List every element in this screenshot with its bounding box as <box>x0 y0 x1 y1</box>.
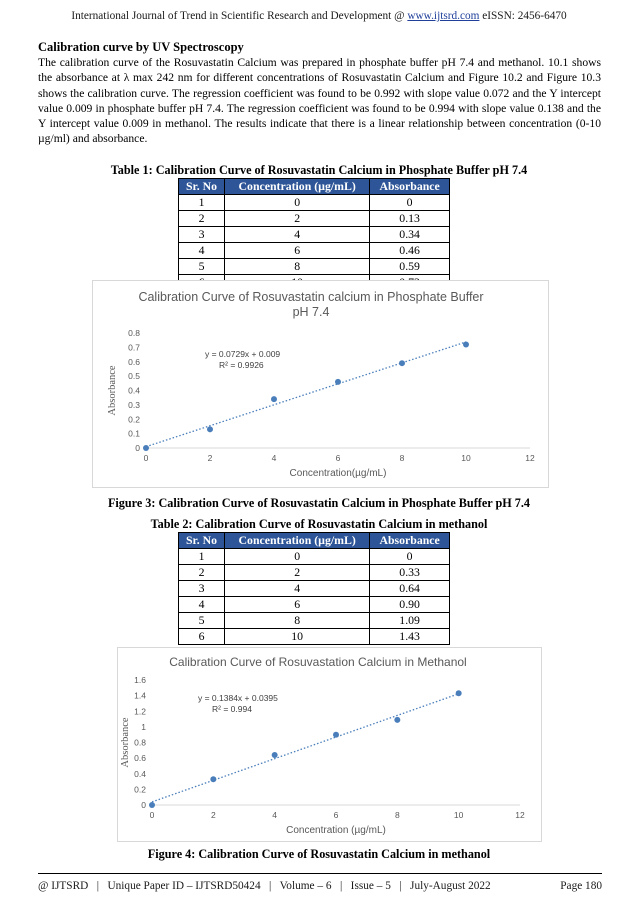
table2-cell-1-0: 2 <box>179 565 225 581</box>
table1-cell-1-1: 2 <box>225 211 370 227</box>
chart-title: Calibration Curve of Rosuvastation Calcium in Methanol <box>169 655 467 669</box>
table2-cell-2-1: 4 <box>225 581 370 597</box>
data-point <box>272 752 278 758</box>
table-row <box>179 597 450 613</box>
y-tick-label: 0.6 <box>128 356 140 367</box>
table1-cell-0-1: 0 <box>225 195 370 211</box>
x-tick-label: 6 <box>335 453 341 463</box>
table1-cell-0-2: 0 <box>370 195 450 211</box>
table2-cell-5-0: 6 <box>179 629 225 645</box>
x-axis-label: Concentration(µg/mL) <box>289 468 387 479</box>
y-tick-label: 0.8 <box>134 737 146 748</box>
header-prefix: International Journal of Trend in Scientific Research and Development @ <box>71 10 408 22</box>
table2-cell-3-0: 4 <box>179 597 225 613</box>
table1-cell-4-0: 5 <box>179 259 225 275</box>
chart-title: pH 7.4 <box>292 305 330 319</box>
table2-cell-0-2: 0 <box>370 549 450 565</box>
table-row <box>179 613 450 629</box>
x-tick-label: 10 <box>461 453 471 463</box>
y-tick-label: 0.5 <box>128 371 140 382</box>
y-tick-label: 0.2 <box>128 414 140 425</box>
data-point <box>394 717 400 723</box>
y-tick-label: 1.4 <box>134 690 146 701</box>
table2-cell-1-1: 2 <box>225 565 370 581</box>
table1-cell-2-1: 4 <box>225 227 370 243</box>
y-tick-label: 1.6 <box>134 675 146 685</box>
y-tick-label: 0.1 <box>128 428 140 439</box>
data-point <box>399 360 405 366</box>
journal-link[interactable]: www.ijtsrd.com <box>407 10 480 22</box>
table2-header-row <box>179 533 450 549</box>
x-axis-label: Concentration (µg/mL) <box>286 825 386 836</box>
chart-phosphate-buffer <box>92 280 549 488</box>
table2-cell-3-2: 0.90 <box>370 597 450 613</box>
x-tick-label: 12 <box>515 810 525 820</box>
table2-cell-2-2: 0.64 <box>370 581 450 597</box>
table2-cell-4-1: 8 <box>225 613 370 629</box>
section-title: Calibration curve by UV Spectroscopy <box>38 40 244 54</box>
y-tick-label: 0.2 <box>134 784 146 795</box>
chart-methanol <box>117 647 542 842</box>
table1 <box>178 178 450 291</box>
x-tick-label: 10 <box>453 810 464 820</box>
body-paragraph: The calibration curve of the Rosuvastatin Calcium was prepared in phosphate buffer pH 7.4 and methanol. 10.1 shows the absorbance at λ max 242 nm for different concentrations of Rosuvastatin Calcium and Figure 10.2 and Figure 10.3 shows the calibration curve. The regression coefficient was found to be 0.992 with slope value 0.072 and the Y intercept value 0.009 in phosphate buffer pH 7.4. The regression coefficient was found to be 0.994 with slope value 0.138 and the Y intercept value 0.009 in methanol. The results indicate that there is a linear relationship between concentration (0-10 µg/ml) and absorbance. <box>38 56 601 146</box>
table2 <box>178 532 450 645</box>
x-tick-label: 6 <box>333 810 339 820</box>
table-row <box>179 243 450 259</box>
table2-cell-0-0: 1 <box>179 549 225 565</box>
table2-header-0: Sr. No <box>179 533 225 549</box>
y-tick-label: 0 <box>135 443 140 453</box>
r-squared: R² = 0.994 <box>212 704 252 714</box>
chart2-svg <box>118 648 541 841</box>
data-point <box>210 776 216 782</box>
table1-cell-1-2: 0.13 <box>370 211 450 227</box>
y-axis-label: Absorbance <box>120 717 131 768</box>
table1-cell-0-0: 1 <box>179 195 225 211</box>
y-tick-label: 0.8 <box>128 328 140 338</box>
y-tick-label: 0.6 <box>134 753 146 764</box>
table-row <box>179 227 450 243</box>
x-tick-label: 4 <box>271 453 277 463</box>
x-tick-label: 0 <box>149 810 155 820</box>
y-tick-label: 0.3 <box>128 399 140 410</box>
x-tick-label: 4 <box>272 810 278 820</box>
x-tick-label: 8 <box>399 453 405 463</box>
data-point <box>149 802 155 808</box>
data-point <box>207 426 213 432</box>
y-tick-label: 1 <box>141 721 146 732</box>
data-point <box>271 396 277 402</box>
page-number: Page 180 <box>560 880 602 892</box>
table1-cell-2-2: 0.34 <box>370 227 450 243</box>
table1-header-row <box>179 179 450 195</box>
data-point <box>456 690 462 696</box>
table2-caption: Table 2: Calibration Curve of Rosuvastatin Calcium in methanol <box>150 517 488 531</box>
table-row <box>179 211 450 227</box>
data-point <box>333 732 339 738</box>
footer-divider <box>38 873 602 874</box>
table1-caption: Table 1: Calibration Curve of Rosuvastatin Calcium in Phosphate Buffer pH 7.4 <box>110 163 528 177</box>
y-tick-label: 0.7 <box>128 342 140 353</box>
table2-cell-1-2: 0.33 <box>370 565 450 581</box>
table2-cell-4-2: 1.09 <box>370 613 450 629</box>
x-tick-label: 2 <box>207 453 213 463</box>
data-point <box>335 379 341 385</box>
table-row <box>179 629 450 645</box>
table2-cell-3-1: 6 <box>225 597 370 613</box>
table-row <box>179 565 450 581</box>
r-squared: R² = 0.9926 <box>219 360 264 370</box>
header-suffix: eISSN: 2456-6470 <box>479 10 567 22</box>
y-axis-label: Absorbance <box>107 365 118 416</box>
figure4-caption: Figure 4: Calibration Curve of Rosuvastatin Calcium in methanol <box>147 847 491 861</box>
footer-left: @ IJTSRD | Unique Paper ID – IJTSRD50424 | Volume – 6 | Issue – 5 | July-August 2022 <box>38 880 491 892</box>
trendline <box>152 694 459 802</box>
table-row <box>179 549 450 565</box>
table1-header-2: Absorbance <box>370 179 450 195</box>
table-row <box>179 259 450 275</box>
x-tick-label: 0 <box>143 453 149 463</box>
table-row <box>179 581 450 597</box>
y-tick-label: 0.4 <box>134 768 146 779</box>
data-point <box>143 445 149 451</box>
table2-cell-5-1: 10 <box>225 629 370 645</box>
x-tick-label: 8 <box>394 810 400 820</box>
table1-cell-4-1: 8 <box>225 259 370 275</box>
page-footer <box>38 880 602 892</box>
table1-cell-3-1: 6 <box>225 243 370 259</box>
table1-cell-2-0: 3 <box>179 227 225 243</box>
y-tick-label: 0 <box>141 800 146 810</box>
table1-header-0: Sr. No <box>179 179 225 195</box>
table2-header-1: Concentration (µg/mL) <box>225 533 370 549</box>
trend-equation: y = 0.1384x + 0.0395 <box>198 693 278 703</box>
table-row <box>179 195 450 211</box>
table1-cell-3-0: 4 <box>179 243 225 259</box>
y-tick-label: 0.4 <box>128 385 140 396</box>
journal-header <box>0 10 638 22</box>
x-tick-label: 2 <box>210 810 216 820</box>
trend-equation: y = 0.0729x + 0.009 <box>205 349 281 359</box>
trendline <box>146 342 466 447</box>
table1-header-1: Concentration (µg/mL) <box>225 179 370 195</box>
table1-cell-3-2: 0.46 <box>370 243 450 259</box>
data-point <box>463 342 469 348</box>
table2-header-2: Absorbance <box>370 533 450 549</box>
table2-cell-5-2: 1.43 <box>370 629 450 645</box>
table1-cell-1-0: 2 <box>179 211 225 227</box>
chart1-svg <box>93 281 548 487</box>
table1-cell-4-2: 0.59 <box>370 259 450 275</box>
chart-title: Calibration Curve of Rosuvastatin calcium in Phosphate Buffer <box>138 290 484 304</box>
x-tick-label: 12 <box>525 453 535 463</box>
y-tick-label: 1.2 <box>134 706 146 717</box>
figure3-caption: Figure 3: Calibration Curve of Rosuvastatin Calcium in Phosphate Buffer pH 7.4 <box>107 496 531 510</box>
table2-cell-4-0: 5 <box>179 613 225 629</box>
table2-cell-0-1: 0 <box>225 549 370 565</box>
table2-cell-2-0: 3 <box>179 581 225 597</box>
